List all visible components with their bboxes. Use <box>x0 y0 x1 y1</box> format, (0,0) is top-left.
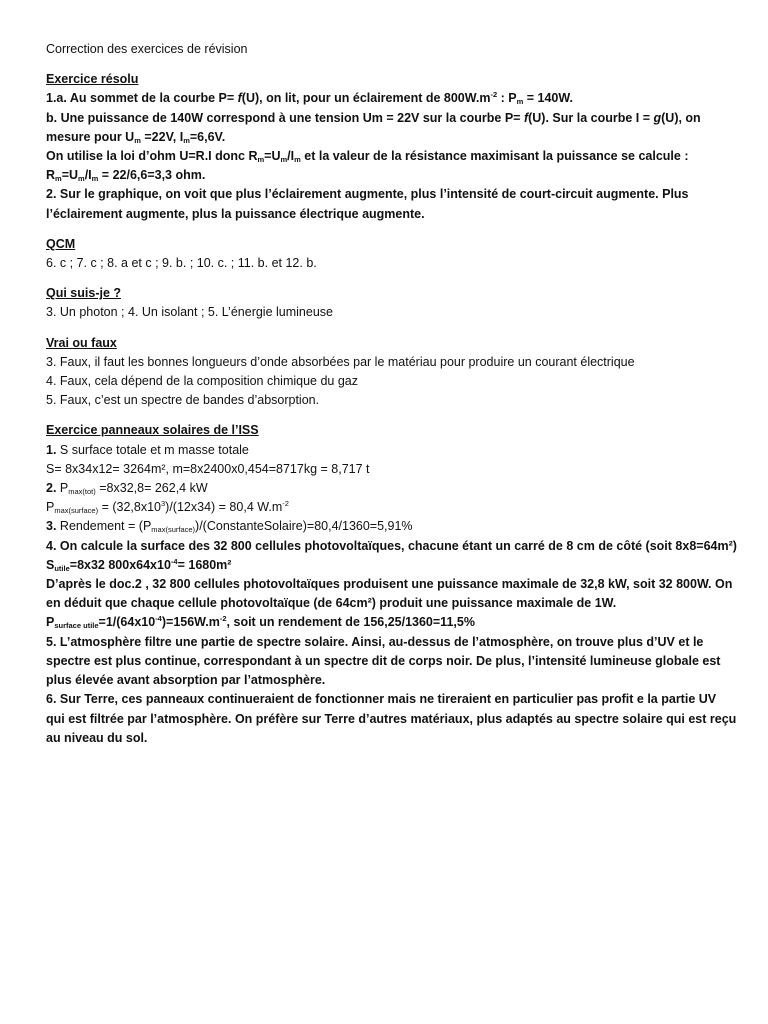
text-run: = 140W. <box>523 91 573 106</box>
text-run: R <box>46 168 56 183</box>
question-number: b. <box>46 110 58 125</box>
iss-q6-line-3: au niveau du sol. <box>46 730 148 745</box>
text-run: (U), on <box>661 110 701 125</box>
document-page <box>46 40 736 748</box>
function-symbol: f <box>237 91 242 106</box>
text-run: )/(12x34) = 80,4 W.m <box>165 500 283 515</box>
subscript: m <box>516 97 524 107</box>
exponent: -4 <box>170 556 178 566</box>
text-run: et la valeur de la résistance maximisant la puissance se calcule : <box>300 149 689 164</box>
vrai-ou-faux-item: 3. Faux, il faut les bonnes longueurs d’onde absorbées par le matériau pour produire un courant électrique <box>46 354 635 369</box>
vrai-ou-faux-item: 4. Faux, cela dépend de la composition chimique du gaz <box>46 374 358 389</box>
resolu-line-5 <box>46 166 736 185</box>
question-number: 1. <box>46 442 57 457</box>
resolu-line-3 <box>46 128 736 147</box>
iss-q1-calc: S= 8x34x12= 3264m², m=8x2400x0,454=8717kg = 8,717 t <box>46 461 370 476</box>
iss-q5-line-1 <box>46 633 736 652</box>
qcm-answers: 6. c ; 7. c ; 8. a et c ; 9. b. ; 10. c. ; 11. b. et 12. b. <box>46 256 317 271</box>
text-run: P <box>56 481 69 496</box>
iss-q6-line-1 <box>46 690 736 709</box>
text-run: =U <box>61 168 79 183</box>
text-run: = 1680m² <box>177 557 232 572</box>
section-heading-iss: Exercice panneaux solaires de l’ISS <box>46 423 259 438</box>
resolu-line-1 <box>46 89 736 108</box>
question-number: 4. <box>46 538 57 553</box>
text-run: =22V, I <box>140 129 184 144</box>
text-run: S <box>46 557 55 572</box>
iss-q2-surface <box>46 498 736 517</box>
subscript: m <box>257 155 265 165</box>
subscript: m <box>134 135 141 145</box>
section-heading-resolu: Exercice résolu <box>46 72 139 87</box>
text-run: P <box>46 615 55 630</box>
text-run: = 22/6,6=3,3 ohm. <box>98 168 206 183</box>
subscript: m <box>280 155 288 165</box>
subscript: max(tot) <box>68 487 96 497</box>
iss-q1 <box>46 441 736 460</box>
text-run: /I <box>287 149 295 164</box>
text-run: Sur Terre, ces panneaux continueraient de fonctionner mais ne tireraient en particulier pas profit e la partie UV <box>56 692 717 707</box>
question-number: 2. <box>46 481 57 496</box>
subscript: m <box>183 135 190 145</box>
subscript: max(surface) <box>54 506 99 516</box>
text-run: Sur le graphique, on voit que plus l’éclairement augmente, plus l’intensité de court-circuit augmente. Plus <box>56 187 689 202</box>
subscript: m <box>55 174 62 184</box>
iss-q4-line-4: en déduit que chaque cellule photovoltaïque (de 64cm²) produit une puissance maximale de 1W. <box>46 596 617 611</box>
subscript: m <box>78 174 85 184</box>
text-run: =1/(64x10 <box>98 615 156 630</box>
text-run: P <box>46 500 55 515</box>
text-run: S surface totale et m masse totale <box>56 442 249 457</box>
text-run: Une puissance de 140W correspond à une tension Um = 22V sur la courbe P= <box>57 110 524 125</box>
text-run: Rendement = (P <box>56 519 152 534</box>
text-run: (U). Sur la courbe I = <box>528 110 654 125</box>
question-number: 5. <box>46 634 57 649</box>
resolu-line-6 <box>46 185 736 204</box>
text-run: )/(ConstanteSolaire)=80,4/1360=5,91% <box>195 519 413 534</box>
subscript: m <box>91 174 99 184</box>
vrai-ou-faux-item: 5. Faux, c’est un spectre de bandes d’absorption. <box>46 393 320 408</box>
exponent: -2 <box>282 499 289 509</box>
subscript: utile <box>54 563 70 573</box>
text-run: On utilise la loi d’ohm U=R.I donc R <box>46 149 258 164</box>
section-heading-vrai-ou-faux: Vrai ou faux <box>46 335 117 350</box>
iss-q5-line-3: plus élevée avant absorption par l’atmosphère. <box>46 673 326 688</box>
document-title: Correction des exercices de révision <box>46 42 248 56</box>
function-symbol: f <box>523 110 529 125</box>
exponent: -2 <box>490 90 498 100</box>
iss-q4 <box>46 537 736 556</box>
text-run: =6,6V. <box>189 129 226 144</box>
iss-q3 <box>46 517 736 536</box>
iss-q4-rendement <box>46 613 736 632</box>
text-run: =U <box>264 149 281 164</box>
text-run: =8x32,8= 262,4 kW <box>95 481 208 496</box>
text-run: )=156W.m <box>161 615 220 630</box>
subscript: max(surface) <box>151 525 196 535</box>
text-run: Au sommet de la courbe P= <box>66 91 238 106</box>
exponent: -2 <box>219 614 227 624</box>
section-heading-qcm: QCM <box>46 236 76 251</box>
text-run: /I <box>84 168 92 183</box>
text-run: = (32,8x10 <box>98 500 161 515</box>
text-run: (U), on lit, pour un éclairement de 800W.m <box>241 91 491 106</box>
resolu-line-2 <box>46 109 736 128</box>
section-heading-qui-suis-je: Qui suis-je ? <box>46 286 122 301</box>
function-symbol: g <box>653 110 662 125</box>
text-run: L’atmosphère filtre une partie de spectre solaire. Ainsi, au-dessus de l’atmosphère, on trouve plus d’UV et le <box>56 634 704 649</box>
text-run: On calcule la surface des 32 800 cellules photovoltaïques, chacune étant un carré de 8 cm de côté (soit 8x8=64m²) <box>56 538 737 553</box>
text-run: =8x32 800x64x10 <box>69 557 171 572</box>
question-number: 3. <box>46 519 57 534</box>
resolu-line-4 <box>46 147 736 166</box>
text-run: , soit un rendement de 156,25/1360=11,5% <box>226 615 475 630</box>
subscript: surface utile <box>54 621 99 631</box>
iss-q5-line-2: spectre est plus continue, correspondant à un spectre dit de corps noir. De plus, l’intensité lumineuse globale est <box>46 653 721 668</box>
question-number: 1.a. <box>46 91 67 106</box>
iss-q6-line-2: qui est filtrée par l’atmosphère. On préfère sur Terre d’autres matériaux, plus adaptés au spectre solaire qui est reçu <box>46 711 737 726</box>
question-number: 2. <box>46 187 57 202</box>
exponent: 3 <box>161 499 166 509</box>
text-run: : P <box>497 91 517 106</box>
iss-q4-line-3: D’après le doc.2 , 32 800 cellules photovoltaïques produisent une puissance maximale de 32,8 kW, soit 32 800W. On <box>46 577 733 592</box>
iss-q2 <box>46 479 736 498</box>
iss-q4-surface-utile <box>46 556 736 575</box>
resolu-line-7: l’éclairement augmente, plus la puissance électrique augmente. <box>46 206 425 221</box>
question-number: 6. <box>46 692 57 707</box>
text-run: mesure pour U <box>46 129 135 144</box>
qui-suis-je-answers: 3. Un photon ; 4. Un isolant ; 5. L’énergie lumineuse <box>46 305 333 320</box>
exponent: -4 <box>155 614 162 624</box>
subscript: m <box>294 155 301 165</box>
